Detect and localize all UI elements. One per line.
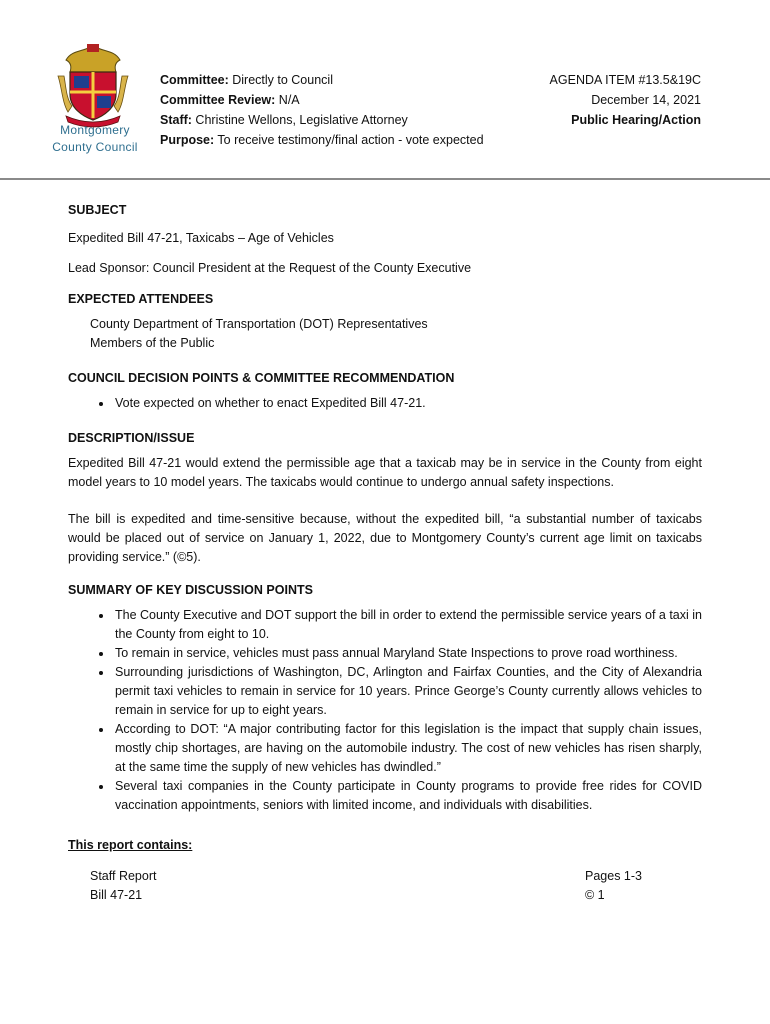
- org-name-line2: County Council: [52, 140, 138, 154]
- contains-row: [68, 867, 645, 886]
- org-name: [40, 122, 150, 156]
- org-name-line1: Montgomery: [60, 123, 130, 137]
- committee-line: [160, 70, 484, 90]
- review-value: N/A: [275, 93, 300, 107]
- staff-label: Staff:: [160, 113, 192, 127]
- committee-label: Committee:: [160, 73, 229, 87]
- attendees-list: [68, 315, 702, 353]
- summary-item: • Surrounding jurisdictions of Washington, DC, Arlington and Fairfax Counties, and the City of Alexandria permit taxi vehicles to remain in service for 10 years. Prince George’s County currently allows vehicles to remain in service for up to eight years.: [113, 663, 702, 720]
- contains-pages: Pages 1-3: [585, 868, 642, 883]
- summary-list: [68, 606, 702, 815]
- staff-line: [160, 110, 484, 130]
- decision-list: [68, 394, 702, 413]
- review-label: Committee Review:: [160, 93, 276, 107]
- agenda-info: [550, 70, 701, 130]
- contains-pages: © 1: [585, 887, 605, 902]
- summary-item: • The County Executive and DOT support the bill in order to extend the permissible service years of a taxi in the County from eight to 10.: [113, 606, 702, 644]
- attendee-item: County Department of Transportation (DOT) Representatives: [90, 317, 428, 331]
- header-divider: [0, 178, 770, 180]
- purpose-value: To receive testimony/final action - vote expected: [214, 133, 484, 147]
- contains-label: Staff Report: [90, 868, 157, 883]
- agenda-date: December 14, 2021: [591, 93, 701, 107]
- committee-value: Directly to Council: [228, 73, 333, 87]
- description-heading: DESCRIPTION/ISSUE: [68, 431, 195, 445]
- summary-item: • Several taxi companies in the County participate in County programs to provide free rides for COVID vaccination appointments, seniors with limited income, and individuals with disabilities.: [113, 777, 702, 815]
- summary-item: • To remain in service, vehicles must pass annual Maryland State Inspections to prove road worthiness.: [113, 644, 702, 663]
- purpose-line: [160, 130, 484, 150]
- summary-heading: SUMMARY OF KEY DISCUSSION POINTS: [68, 583, 313, 597]
- subject-heading: SUBJECT: [68, 203, 127, 217]
- attendee-item: Members of the Public: [90, 336, 215, 350]
- lead-sponsor: Lead Sponsor: Council President at the Request of the County Executive: [68, 261, 472, 275]
- contains-row: [68, 886, 645, 905]
- summary-item: • According to DOT: “A major contributing factor for this legislation is the impact that supply chain issues, mostly chip shortages, are having on the automobile industry. The cost of new vehicles has risen sharply, at the same time the supply of new vehicles has dwindled.”: [113, 720, 702, 777]
- memo-header: [160, 70, 484, 150]
- county-seal-logo: [52, 42, 134, 128]
- staff-value: Christine Wellons, Legislative Attorney: [191, 113, 408, 127]
- contains-label: Bill 47-21: [90, 887, 143, 902]
- contains-list: [68, 867, 702, 905]
- subject-title: Expedited Bill 47-21, Taxicabs – Age of Vehicles: [68, 231, 334, 245]
- decision-item: • Vote expected on whether to enact Expedited Bill 47-21.: [113, 394, 702, 413]
- description-paragraph-1: Expedited Bill 47-21 would extend the permissible age that a taxicab may be in service in the County from eight model years to 10 model years. The taxicabs would continue to undergo annual safety inspections.: [68, 456, 702, 489]
- agenda-item: AGENDA ITEM #13.5&19C: [549, 73, 701, 87]
- agenda-hearing: Public Hearing/Action: [571, 113, 701, 127]
- contains-heading: This report contains:: [68, 838, 193, 852]
- attendees-heading: EXPECTED ATTENDEES: [68, 292, 214, 306]
- report-body: [68, 201, 702, 905]
- review-line: [160, 90, 484, 110]
- decision-heading: COUNCIL DECISION POINTS & COMMITTEE RECOMMENDATION: [68, 371, 455, 385]
- description-paragraph-2: The bill is expedited and time-sensitive because, without the expedited bill, “a substantial number of taxicabs would be placed out of service on January 1, 2022, due to Montgomery County’s current age limit on taxicabs providing service.” (©5).: [68, 512, 702, 564]
- purpose-label: Purpose:: [160, 133, 215, 147]
